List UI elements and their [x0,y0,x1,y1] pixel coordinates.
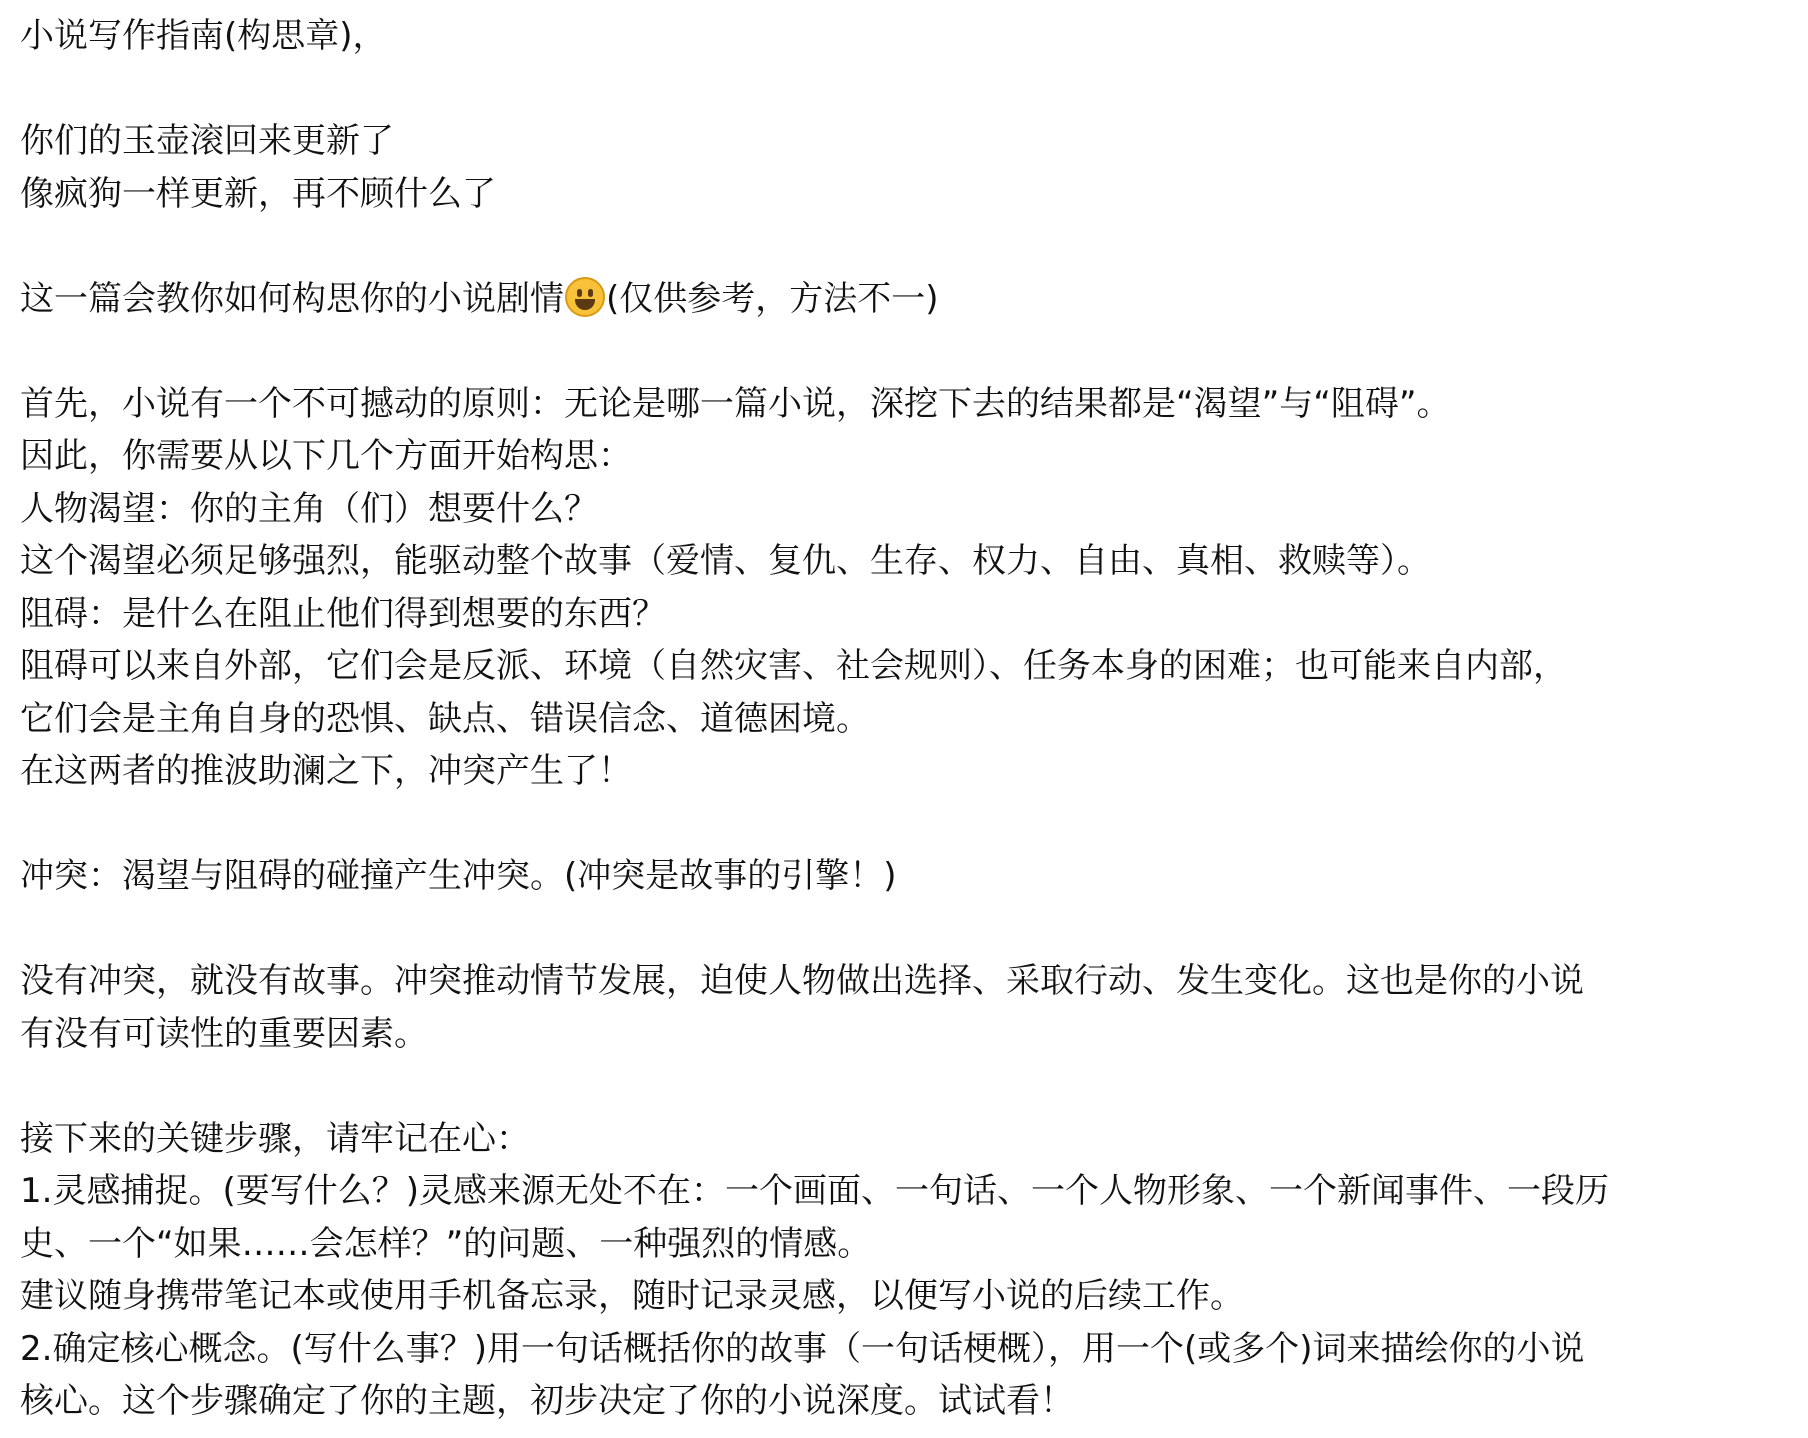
step-line: 史、一个“如果……会怎样？”的问题、一种强烈的情感。 [20,1223,872,1264]
blank-line [20,325,1790,378]
conflict-line: 冲突：渴望与阻碍的碰撞产生冲突。(冲突是故事的引擎！) [20,856,897,896]
principle-line: 在这两者的推波助澜之下，冲突产生了！ [20,751,632,791]
step-line: 建议随身携带笔记本或使用手机备忘录，随时记录灵感，以便写小说的后续工作。 [20,1276,1244,1316]
intro-line: 像疯狗一样更新，再不顾什么了 [20,173,496,214]
principle-line: 阻碍：是什么在阻止他们得到想要的东西？ [20,593,666,634]
principle-line: 它们会是主角自身的恐惧、缺点、错误信念、道德困境。 [20,698,870,739]
principle-line: 这个渴望必须足够强烈，能驱动整个故事（爱情、复仇、生存、权力、自由、真相、救赎等）。 [20,541,1431,581]
blank-line [20,903,1790,956]
blank-line [20,1060,1790,1113]
blank-line [20,798,1790,851]
lead-note: (仅供参考，方法不一) [606,278,939,319]
step-line: 核心。这个步骤确定了你的主题，初步决定了你的小说深度。试试看！ [20,1381,1074,1421]
lead-text: 这一篇会教你如何构思你的小说剧情 [20,278,564,319]
blank-line [20,220,1790,273]
step-line: 2.确定核心概念。(写什么事？)用一句话概括你的故事（一句话梗概），用一个(或多个)词来描绘你的小说 [20,1328,1585,1369]
steps-heading: 接下来的关键步骤，请牢记在心： [20,1118,530,1159]
document-title: 小说写作指南(构思章)， [20,16,387,56]
no-conflict-line: 没有冲突，就没有故事。冲突推动情节发展，迫使人物做出选择、采取行动、发生变化。这也是你的小说 [20,961,1584,1001]
lead-line [20,273,1790,326]
intro-line: 你们的玉壶滚回来更新了 [20,121,394,161]
blank-line [20,63,1790,116]
principle-line: 阻碍可以来自外部，它们会是反派、环境（自然灾害、社会规则）、任务本身的困难；也可能来自内部， [20,646,1567,686]
principle-line: 首先，小说有一个不可撼动的原则：无论是哪一篇小说，深挖下去的结果都是“渴望”与“阻碍”。 [20,383,1451,424]
step-line: 1.灵感捕捉。(要写什么？)灵感来源无处不在：一个画面、一句话、一个人物形象、一个新闻事件、一段历 [20,1171,1609,1211]
no-conflict-line: 有没有可读性的重要因素。 [20,1013,428,1054]
grinning-face-emoji-icon [565,277,605,317]
principle-line: 人物渴望：你的主角（们）想要什么？ [20,488,598,529]
principle-line: 因此，你需要从以下几个方面开始构思： [20,436,632,476]
